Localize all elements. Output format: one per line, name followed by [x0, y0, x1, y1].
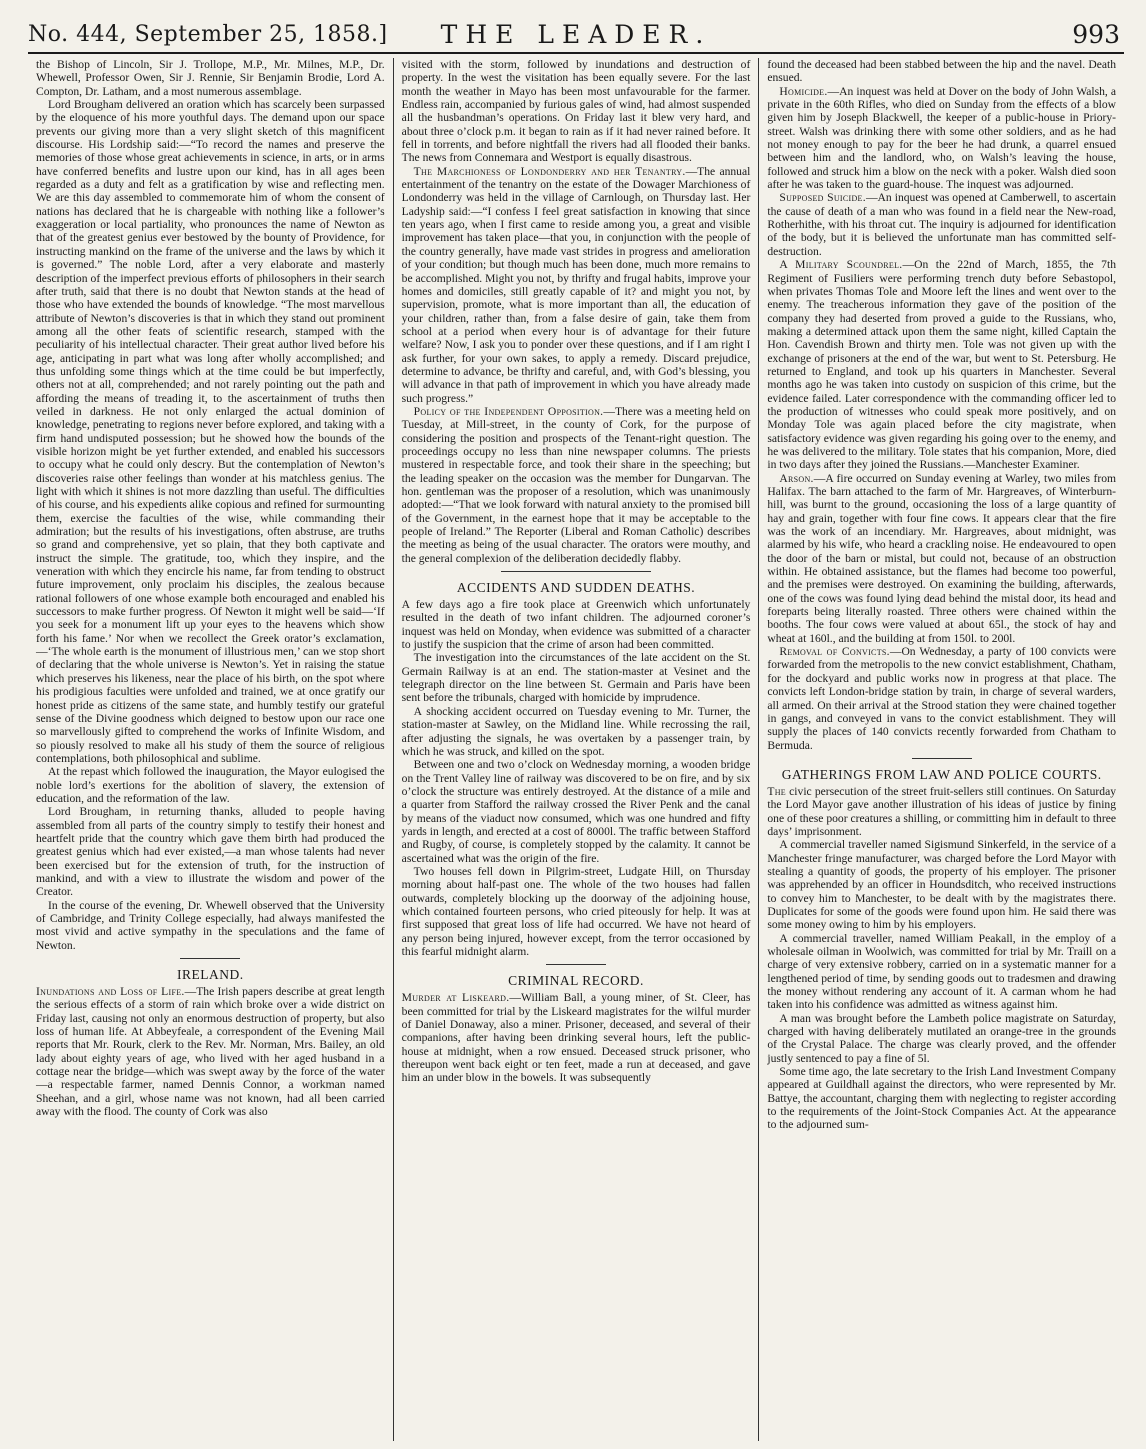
paragraph	[402, 165, 751, 405]
paragraph	[767, 785, 1116, 838]
paragraph: visited with the storm, followed by inundations and destruction of property. In the west the visitation has been equally severe. For the last month the weather in Mayo has been most unfavourable for the farmer. Endless rain, accompanied by furious gales of wind, had almost suspended all the husbandman’s operations. On Friday last it blew very hard, and about three o’clock p.m. it began to rain as if it had never rained before. It fell in torrents, and before nightfall the rivers had all flooded their banks. The news from Connemara and Westport is equally disastrous.	[401, 58, 751, 165]
paragraph: A shocking accident occurred on Tuesday evening to Mr. Turner, the station-master at Sawley, on the Midland line. While recrossing the rail, after adjusting the signals, he was overtaken by a passenger train, by which he was struck, and killed on the spot.	[401, 704, 751, 758]
paragraph	[402, 405, 751, 565]
paragraph-text: —There was a meeting held on Tuesday, at Mill-street, in the county of Cork, for the purpose of considering the position and prospects of the Tenant-right question. The proceedings occupy no less than nine newspaper columns. The priests mustered in respectable force, and took their share in the speeching; but the leading speaker on the occasion was the member for Dungarvan. The hon. gentleman was the proposer of a resolution, which was unanimously adopted:—“That we look forward with natural anxiety to the promised bill of the Government, in the earnest hope that it may be acceptable to the people of Ireland.” The Reporter (Liberal and Roman Catholic) describes the meeting as being of the usual character. The orators were mouthy, and the general complexion of the deliberation decidedly flabby.	[401, 404, 751, 565]
paragraph: In the course of the evening, Dr. Whewell observed that the University of Cambridge, and Trinity College especially, had always manifested the most vivid and active sympathy in the speculations and the fame of Newton.	[36, 898, 385, 952]
paragraph	[767, 258, 1116, 472]
divider	[546, 964, 606, 965]
paragraph: found the deceased had been stabbed between the hip and the navel. Death ensued.	[767, 58, 1117, 85]
paragraph-lead: Inundations and Loss of Life.	[36, 985, 185, 999]
paragraph: The investigation into the circumstances of the late accident on the St. Germain Railway is at an end. The station-master at Vesinet and the telegraph director on the line between St. Germain and Paris have been sent before the tribunals, charged with homicide by imprudence.	[401, 651, 751, 705]
paragraph: A commercial traveller named Sigismund Sinkerfeld, in the service of a Manchester fringe manufacturer, was charged before the Lord Mayor with stealing a quantity of goods, the property of his employer. The prisoner was apprehended by an officer in Houndsditch, who received instructions to convey him to Manchester, to be dealt with by the magistrates there. Duplicates for some of the goods were found upon him. He said there was some money owing to him by his employers.	[767, 838, 1117, 932]
paragraph: Some time ago, the late secretary to the Irish Land Investment Company appeared at Guildhall against the directors, who were represented by Mr. Battye, the accountant, charging them with neglecting to register according to the requirements of the Joint-Stock Companies Act. At the appearance to the adjourned sum-	[767, 1065, 1117, 1132]
paragraph-text: —The Irish papers describe at great length the serious effects of a storm of rain which broke over a wide district on Friday last, causing not only an enormous destruction of property, but also loss of human life. At Abbeyfeale, a correspondent of the Evening Mail reports that Mr. Rourk, clerk to the Rev. Mr. Norman, Mrs. Bailey, an old lady about eighty years of age, who lived with her aged husband in a cottage near the bridge—which was swept away by the force of the water—a respectable farmer, named Dennis Connor, a workman named Sheehan, and a girl, whose name was not known, had all been carried away with the flood. The county of Cork was also	[36, 985, 385, 1119]
paragraph: Lord Brougham delivered an oration which has scarcely been surpassed by the eloquence of his more youthful days. The demand upon our space prevents our giving more than a very slight sketch of this magnificent discourse. His Lordship said:—“To record the names and preserve the memories of those whose great achievements in science, in arts, or in arms have conferred benefits and lustre upon our kind, has in all ages been regarded as a duty and felt as a gratification by wise and reflecting men. We are this day assembled to commemorate him of whom the consent of nations has declared that he is chargeable with nothing like a follower’s exaggeration or local partiality, who pronounces the name of Newton as that of the greatest genius ever bestowed by the bounty of Providence, for instructing mankind on the frame of the universe and the laws by which it is governed.” The noble Lord, after a very elaborate and masterly description of the imperfect previous efforts of philosophers in their search after truth, said that there is no doubt that Newton stands at the head of those who have extended the bounds of knowledge. “The most marvellous attribute of Newton’s discoveries is that in which they stand out prominent among all the other feats of scientific research, stamped with the peculiarity of his intellectual character. Their great author lived before his age, anticipating in part what was long after wholly accomplished; and thus unfolding some things which at the time could be but imperfectly, others not at all, comprehended; and not rarely pointing out the path and affording the means of treading it, to the ascertainment of truths then veiled in darkness. He not only enlarged the actual dominion of knowledge, penetrating to regions never before explored, and taking with a firm hand undisputed possession; but he showed how the bounds of the visible horizon might be yet further extended, and enabled his successors to occupy what he could only descry. But the contemplation of Newton’s discoveries raise other feelings than wonder at his matchless genius. The light with which it shines is not more dazzling than useful. The difficulties of his course, and his expedients alike copious and refined for surmounting them, exercise the faculties of the wise, while commanding their admiration; but the results of his investigations, often abstruse, are truths so grand and comprehensive, yet so plain, that they both captivate and instruct the simple. The gratitude, too, which they inspire, and the veneration with which they encircle his name, far from tending to obstruct future improvement, only proclaim his disciples, the zealous because rational followers of one whose example both encouraged and enabled his successors to make further progress. Of Newton it might well be said—‘If you seek for a monument lift up your eyes to the heavens which show forth his fame.’ Nor when we recollect the Greek orator’s exclamation,—‘The whole earth is the monument of illustrious men,’ can we stop short of declaring that the whole universe is Newton’s. Yet in raising the statue which preserves his likeness, near the place of his birth, on the spot where his prodigious faculties were unfolded and trained, we at once gratify our honest pride as citizens of the same state, and humbly testify our grateful sense of the Divine goodness which deigned to bestow upon our race one so marvellously gifted to comprehend the works of Infinite Wisdom, and so piously resolved to make all his study of them the source of religious contemplations, both philosophical and sublime.	[36, 98, 385, 765]
paragraph	[767, 191, 1116, 258]
page-number: 993	[1072, 20, 1120, 49]
paragraph-lead: The	[767, 784, 786, 798]
divider	[501, 571, 651, 572]
paragraph	[402, 991, 751, 1084]
section-heading-accidents: ACCIDENTS AND SUDDEN DEATHS.	[456, 580, 696, 596]
article-columns	[28, 58, 1124, 1441]
paragraph: the Bishop of Lincoln, Sir J. Trollope, M.P., Mr. Milnes, M.P., Dr. Whewell, Professor Owen, Sir J. Rennie, Sir Benjamin Brodie, Lord A. Compton, Dr. Latham, and a most numerous assemblage.	[36, 58, 385, 98]
masthead	[28, 12, 1124, 54]
paragraph-text: —William Ball, a young miner, of St. Cleer, has been committed for trial by the Liskeard magistrates for the wilful murder of Daniel Donaway, also a miner. Prisoner, deceased, and several of their companions, after having been drinking several hours, left the public-house at midnight, when a row ensued. Deceased struck prisoner, who thereupon went back eight or ten feet, made a run at deceased, and gave him an under blow in the bowels. It was subsequently	[401, 991, 751, 1085]
divider	[180, 958, 240, 959]
paragraph: At the repast which followed the inauguration, the Mayor eulogised the noble lord’s exertions for the abolition of slavery, the extension of education, and the reformation of the law.	[36, 765, 385, 805]
column-2	[393, 58, 759, 1441]
paragraph-lead: Homicide.	[779, 84, 828, 98]
paragraph-lead: Arson.	[779, 471, 814, 485]
paragraph-text: —The annual entertainment of the tenantry on the estate of the Dowager Marchioness of Londonderry was held in the village of Carnlough, on Thursday last. Her Ladyship said:—“I confess I feel great satisfaction in knowing that since ten years ago, when I first came to reside among you, a great and visible improvement has taken place—that you, in conjunction with the people of the country generally, have made vast strides in progress and amelioration of your condition; but though much has been done, much more remains to be accomplished. Might you not, by thrifty and frugal habits, improve your homes and domiciles, still greatly capable of it? and might you not, by supervision, promote, what is more important than all, the education of your children, rather than, from a false desire of gain, take them from school at a period when every hour is of advantage for their future welfare? Now, I ask you to ponder over these questions, and if I am right I ask further, for your own sakes, to apply a remedy. Discard prejudice, determine to advance, be thrifty and careful, and, with God’s blessing, you will advance in that path of improvement in which you have already made such progress.”	[401, 164, 751, 405]
paragraph-lead: Murder at Liskeard.	[401, 991, 510, 1005]
paragraph	[767, 85, 1116, 192]
paragraph-text: —An inquest was held at Dover on the body of John Walsh, a private in the 60th Rifles, who died on Sunday from the effects of a blow given him by Joseph Blackwell, the keeper of a public-house in Priory-street. Walsh was drinking there with some other soldiers, and as he had not money enough to pay for the beer he had drunk, a quarrel ensued between him and the landlord, who, on Walsh’s leaving the house, followed and struck him a blow on the neck with a poker. Walsh died soon after he was taken to the guard-house. The inquest was adjourned.	[767, 84, 1117, 192]
paragraph-lead: The Marchioness of Londonderry and her Tenantry.	[413, 164, 686, 178]
paragraph-text: —A fire occurred on Sunday evening at Warley, two miles from Halifax. The barn attached to the farm of Mr. Hargreaves, of Winterburn-hill, was burnt to the ground, occasioning the loss of a large quantity of hay and grain, together with four fine cows. It appears clear that the fire was the work of an incendiary. Mr. Hargreaves, about midnight, was alarmed by his wife, who heard a crackling noise. He endeavoured to open the door of the barn or mistal, but could not, because of an obstruction within. He obtained assistance, but the flames had become too powerful, and the premises were destroyed. On examining the building, afterwards, one of the cows was found lying dead behind the mistal door, its head and foreparts being literally roasted. Three others were chained within the booths. The four cows were valued at about 65l., the stock of hay and wheat at 160l., and the building at from 150l. to 200l.	[767, 471, 1117, 645]
section-heading-criminal: CRIMINAL RECORD.	[508, 973, 644, 989]
paragraph: Two houses fell down in Pilgrim-street, Ludgate Hill, on Thursday morning about half-past one. The whole of the two houses had fallen outwards, completely blocking up the doorway of the adjoining house, which contained fourteen persons, who cried piteously for help. It was at first supposed that great loss of life had occurred. We have not heard of any person being injured, however except, from the terror occasioned by this fearful midnight alarm.	[401, 864, 751, 958]
paragraph-text: —On Wednesday, a party of 100 convicts were forwarded from the metropolis to the new convict establishment, Chatham, for the dockyard and public works now in progress at that place. The convicts left London-bridge station by train, in charge of several warders, all armed. On their arrival at the Strood station they were chained together in gangs, and conveyed in vans to the convict establishment. They will supply the places of 140 convicts recently forwarded from Chatham to Bermuda.	[767, 645, 1117, 752]
paragraph: Lord Brougham, in returning thanks, alluded to people having assembled from all parts of the country simply to testify their honest and heartfelt pride that the country which gave them birth had produced the greatest genius which had ever existed,—a man whose talents had never been exercised but for the extension of truth, for the instruction of mankind, and with a view to illustrate the wisdom and power of the Creator.	[36, 805, 385, 899]
column-3	[758, 58, 1124, 1441]
paragraph-text: —An inquest was opened at Camberwell, to ascertain the cause of death of a man who was found in a field near the New-road, Rotherhithe, with his throat cut. The inquiry is adjourned for identification of the body, but it is believed the unfortunate man has committed self-destruction.	[767, 191, 1117, 258]
paragraph	[767, 472, 1116, 645]
paragraph	[767, 645, 1116, 752]
paragraph: A commercial traveller, named William Peakall, in the employ of a wholesale oilman in Woolwich, was committed for trial by Mr. Traill on a charge of very extensive robbery, carried on in a systematic manner for a lengthened period of time, by sending goods out to tradesmen and drawing the money without rendering any account of it. A carman whom he had taken into his confidence was admitted as witness against him.	[767, 931, 1117, 1012]
paragraph: A man was brought before the Lambeth police magistrate on Saturday, charged with having deliberately mutilated an orange-tree in the grounds of the Crystal Palace. The charge was clearly proved, and the offender justly sentenced to pay a fine of 5l.	[767, 1011, 1117, 1065]
paragraph-lead: A Military Scoundrel.	[779, 258, 903, 272]
issue-date: No. 444, September 25, 1858.]	[28, 22, 388, 47]
paragraph: A few days ago a fire took place at Greenwich which unfortunately resulted in the death of two infant children. The adjourned coroner’s inquest was held on Monday, when evidence was submitted of a character to justify the suspicion that the crime of arson had been committed.	[401, 598, 751, 652]
column-1	[28, 58, 393, 1441]
divider	[912, 758, 972, 759]
paragraph-text: —On the 22nd of March, 1855, the 7th Regiment of Fusiliers were performing trench duty before Sebastopol, when privates Thomas Tole and Moore left the lines and went over to the enemy. The treacherous information they gave of the position of the company they had deserted from proved a guide to the Russians, who, making a determined attack upon them the same night, killed Captain the Hon. Cavendish Brown and thirty men. Tole was not given up with the exchange of prisoners at the end of the war, but went to St. Petersburg. He returned to England, and took up his quarters in Manchester. Several months ago he was taken into custody on suspicion of this crime, but the evidence failed. Later correspondence with the commanding officer led to the production of witnesses who could speak more positively, and on Monday Tole was again placed before the city magistrate, when satisfactory evidence was given regarding his going over to the enemy, and he was delivered to the military. Tole states that his companion, More, died in two days after they joined the Russians.—Manchester Examiner.	[767, 258, 1117, 472]
paragraph-lead: Supposed Suicide.	[779, 191, 866, 205]
section-heading-ireland: IRELAND.	[177, 967, 244, 983]
newspaper-title: THE LEADER.	[440, 20, 712, 49]
paragraph-text: civic persecution of the street fruit-sellers still continues. On Saturday the Lord Mayor gave another illustration of his ideas of justice by fining one of these poor creatures a shilling, or committing him in default to three days’ imprisonment.	[767, 784, 1117, 838]
paragraph: Between one and two o’clock on Wednesday morning, a wooden bridge on the Trent Valley line of railway was discovered to be on fire, and by six o’clock the structure was entirely destroyed. At the distance of a mile and a quarter from Stafford the railway crossed the River Penk and the canal by means of the viaduct now consumed, which was one hundred and fifty yards in length, and erected at a cost of 8000l. The traffic between Stafford and Rugby, of course, is completely stopped by the calamity. It cannot be ascertained what was the origin of the fire.	[401, 758, 751, 865]
section-heading-gatherings: GATHERINGS FROM LAW AND POLICE COURTS.	[781, 766, 1102, 782]
paragraph-lead: Policy of the Independent Opposition.	[413, 404, 604, 418]
paragraph-lead: Removal of Convicts.	[779, 645, 890, 659]
paragraph	[36, 985, 385, 1118]
